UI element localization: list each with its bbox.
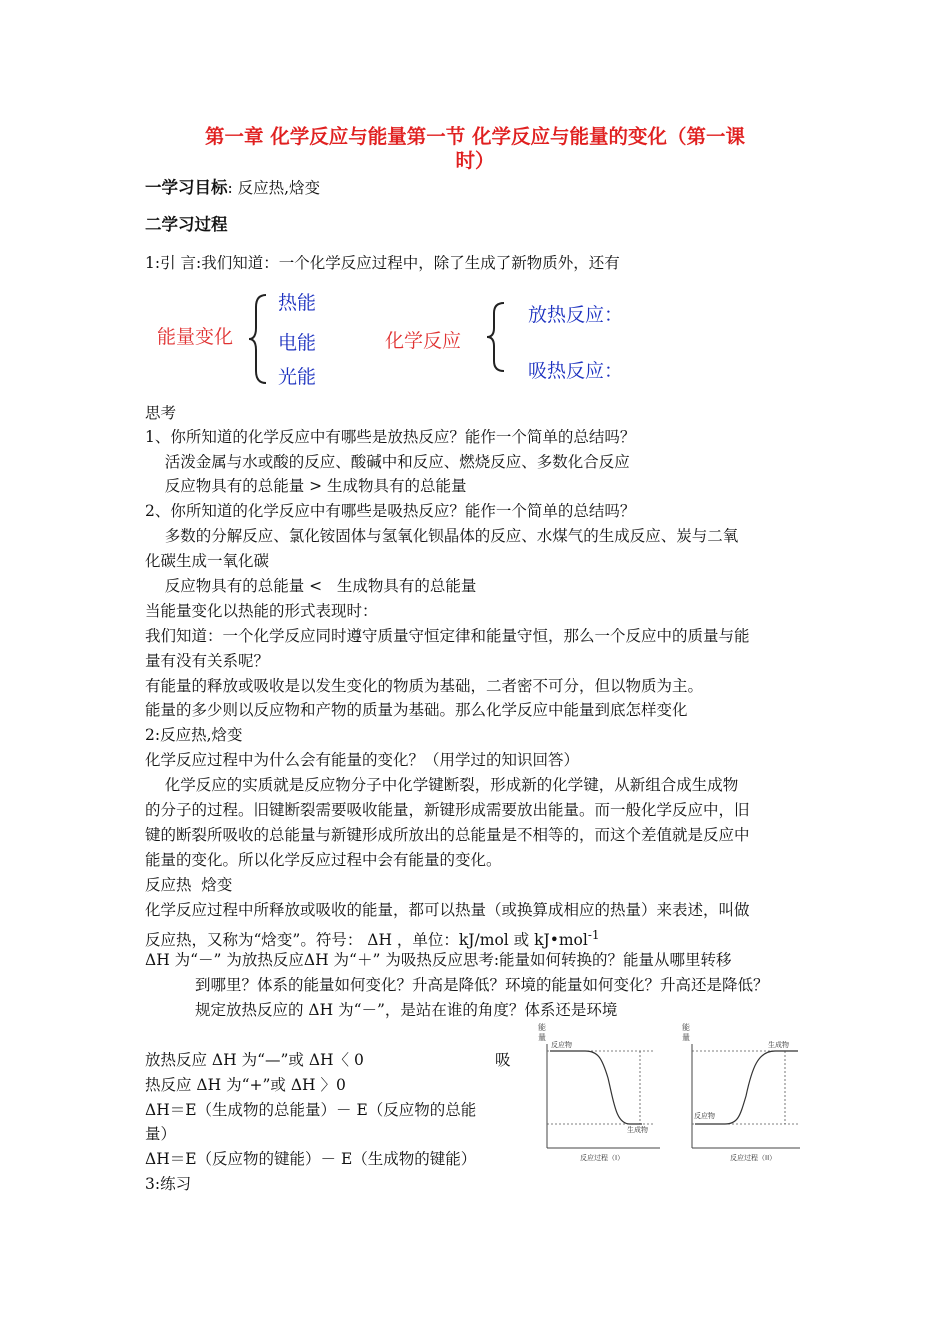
- body-line: 反应物具有的总能量 > 生成物具有的总能量: [145, 477, 467, 495]
- think-line: 到哪里？体系的能量如何变化？升高是降低？环境的能量如何变化？升高还是降低？: [195, 976, 769, 994]
- body-line: 2:反应热,焓变: [145, 726, 243, 744]
- practice-heading: 3:练习: [145, 1175, 192, 1193]
- chart2-axis-label-2: 量: [682, 1033, 690, 1042]
- chart1-energy-curve: [550, 1051, 642, 1124]
- body-line: 当能量变化以热能的形式表现时：: [145, 602, 378, 620]
- left-brace-icon: [246, 292, 272, 386]
- chart1-axis-label-1: 能: [538, 1023, 546, 1032]
- body-line: 思考: [145, 404, 177, 422]
- page-title-cont: 时）: [455, 149, 495, 172]
- chart2-xlabel: 反应过程（II）: [730, 1154, 777, 1162]
- formula-total-energy-cont: 量）: [145, 1125, 177, 1143]
- body-line: 化学反应的实质就是反应物分子中化学键断裂，形成新的化学键，从新组合成生成物: [145, 776, 739, 794]
- chart-exothermic: [538, 1022, 660, 1162]
- body-line: 2、你所知道的化学反应中有哪些是吸热反应？能作一个简单的总结吗？: [145, 502, 636, 520]
- chart1-bottom-label: 生成物: [627, 1126, 648, 1134]
- chart1-xlabel: 反应过程（I）: [580, 1154, 625, 1162]
- form-electric: 电能: [278, 332, 317, 354]
- energy-profile-charts: [530, 1018, 820, 1163]
- body-line: 反应物具有的总能量 < 生成物具有的总能量: [145, 577, 477, 595]
- goals-line: [145, 178, 320, 198]
- body-line: 量有没有关系呢？: [145, 652, 270, 670]
- body-line: 反应热 焓变: [145, 876, 233, 894]
- symbol-sup: -1: [587, 928, 600, 942]
- body-line: 多数的分解反应、氯化铵固体与氢氧化钡晶体的反应、水煤气的生成反应、炭与二氧: [145, 527, 739, 545]
- think-line: ΔH 为“－” 为放热反应ΔH 为“＋” 为吸热反应思考:能量如何转换的？能量从哪里转移: [145, 951, 732, 969]
- endo-definition-start: 吸: [495, 1051, 511, 1069]
- chart2-top-label: 生成物: [768, 1041, 789, 1049]
- body-line: 有能量的释放或吸收是以发生变化的物质为基础，二者密不可分，但以物质为主。: [145, 677, 704, 695]
- intro-line: 1:引 言:我们知道：一个化学反应过程中，除了生成了新物质外，还有: [145, 254, 620, 272]
- goals-label: 一学习目标: [145, 178, 228, 197]
- process-heading: 二学习过程: [145, 215, 228, 234]
- chart1-axis-label-2: 量: [538, 1033, 546, 1042]
- body-line: 键的断裂所吸收的总能量与新键形成所放出的总能量是不相等的，而这个差值就是反应中: [145, 826, 750, 844]
- body-line: 活泼金属与水或酸的反应、酸碱中和反应、燃烧反应、多数化合反应: [145, 453, 630, 471]
- endo-definition: 热反应 ΔH 为“+”或 ΔH 〉0: [145, 1076, 346, 1094]
- symbol-line: [145, 925, 600, 950]
- body-line: 我们知道：一个化学反应同时遵守质量守恒定律和能量守恒，那么一个反应中的质量与能: [145, 627, 750, 645]
- chart2-bottom-label: 反应物: [694, 1112, 715, 1120]
- body-line: 化学反应过程中为什么会有能量的变化？（用学过的知识回答）: [145, 751, 580, 769]
- chart2-axis-label-1: 能: [682, 1023, 690, 1032]
- formula-bond-energy: ΔH＝E（反应物的键能）－ E（生成物的键能）: [145, 1150, 477, 1168]
- think-line: 规定放热反应的 ΔH 为“－”，是站在谁的角度？体系还是环境: [195, 1001, 618, 1019]
- reaction-label: 化学反应: [385, 330, 462, 352]
- symbol-text: 反应热，又称为“焓变”。符号： ΔH ，单位：kJ/mol 或 kJ•mol: [145, 931, 588, 950]
- body-line: 能量的变化。所以化学反应过程中会有能量的变化。: [145, 851, 502, 869]
- form-light: 光能: [278, 366, 317, 388]
- body-line: 化碳生成一氧化碳: [145, 552, 270, 570]
- body-line: 的分子的过程。旧键断裂需要吸收能量，新键形成需要放出能量。而一般化学反应中，旧: [145, 801, 750, 819]
- type-endothermic: 吸热反应：: [528, 360, 624, 382]
- form-heat: 热能: [278, 292, 317, 314]
- exo-definition: 放热反应 ΔH 为“—”或 ΔH〈 0: [145, 1051, 364, 1069]
- body-line: 1、你所知道的化学反应中有哪些是放热反应？能作一个简单的总结吗？: [145, 428, 636, 446]
- body-line: 能量的多少则以反应物和产物的质量为基础。那么化学反应中能量到底怎样变化: [145, 701, 688, 719]
- goals-text: : 反应热,焓变: [227, 179, 321, 197]
- right-brace-icon: [484, 300, 510, 374]
- body-line: 化学反应过程中所释放或吸收的能量，都可以热量（或换算成相应的热量）来表述，叫做: [145, 901, 750, 919]
- type-exothermic: 放热反应：: [528, 304, 624, 326]
- formula-total-energy: ΔH＝E（生成物的总能量）－ E（反应物的总能: [145, 1101, 477, 1119]
- page-title: 第一章 化学反应与能量第一节 化学反应与能量的变化（第一课: [204, 125, 746, 148]
- chart1-top-label: 反应物: [551, 1041, 572, 1049]
- energy-change-label: 能量变化: [157, 326, 234, 348]
- chart-endothermic: [682, 1022, 800, 1162]
